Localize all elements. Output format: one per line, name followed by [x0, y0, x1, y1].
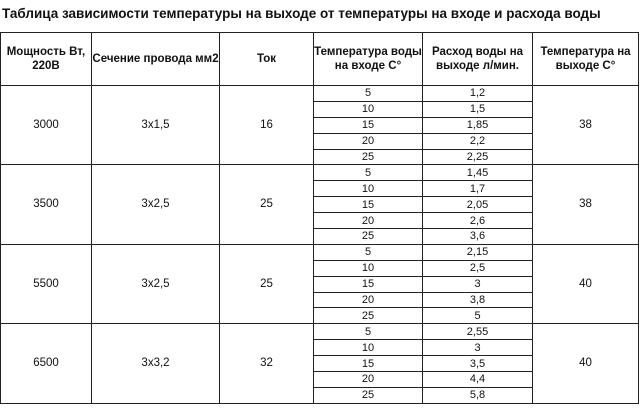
flow-cell: 1,85 [423, 117, 533, 133]
flow-cell: 3 [423, 276, 533, 292]
current-cell: 32 [220, 324, 314, 403]
temp-out-cell: 38 [533, 165, 639, 244]
temp-in-cell: 25 [314, 308, 423, 324]
temp-out-cell: 38 [533, 86, 639, 165]
temp-in-cell: 15 [314, 276, 423, 292]
table-row [1, 165, 639, 181]
temp-in-cell: 25 [314, 387, 423, 403]
flow-cell: 2,05 [423, 197, 533, 213]
flow-cell: 3,8 [423, 292, 533, 308]
temp-in-cell: 5 [314, 324, 423, 340]
flow-cell: 5,8 [423, 387, 533, 403]
temp-in-cell: 25 [314, 229, 423, 245]
flow-cell: 5 [423, 308, 533, 324]
section-cell: 3х2,5 [92, 165, 220, 244]
table-header [1, 33, 639, 86]
flow-cell: 2,2 [423, 133, 533, 149]
header-power: Мощность Вт, 220В [1, 33, 92, 86]
header-temp-in: Температура воды на входе С° [314, 33, 423, 86]
temp-in-cell: 25 [314, 149, 423, 165]
data-table [0, 32, 639, 404]
flow-cell: 2,5 [423, 260, 533, 276]
flow-cell: 1,2 [423, 86, 533, 102]
current-cell: 16 [220, 86, 314, 165]
current-cell: 25 [220, 165, 314, 244]
flow-cell: 2,55 [423, 324, 533, 340]
temp-in-cell: 20 [314, 292, 423, 308]
table-row [1, 86, 639, 102]
power-cell: 5500 [1, 244, 92, 323]
flow-cell: 2,15 [423, 244, 533, 260]
section-cell: 3х3,2 [92, 324, 220, 403]
flow-cell: 1,5 [423, 101, 533, 117]
temp-in-cell: 10 [314, 260, 423, 276]
temp-in-cell: 20 [314, 133, 423, 149]
flow-cell: 1,45 [423, 165, 533, 181]
flow-cell: 2,25 [423, 149, 533, 165]
table-row [1, 324, 639, 340]
section-cell: 3х1,5 [92, 86, 220, 165]
header-flow: Расход воды на выходе л/мин. [423, 33, 533, 86]
header-section: Сечение провода мм2 [92, 33, 220, 86]
temp-in-cell: 5 [314, 86, 423, 102]
temp-out-cell: 40 [533, 324, 639, 403]
power-cell: 6500 [1, 324, 92, 403]
flow-cell: 1,7 [423, 181, 533, 197]
flow-cell: 4,4 [423, 372, 533, 388]
flow-cell: 3,5 [423, 356, 533, 372]
header-temp-out: Температура на выходе С° [533, 33, 639, 86]
temp-in-cell: 20 [314, 372, 423, 388]
table-row [1, 244, 639, 260]
table-body [1, 86, 639, 404]
temp-in-cell: 20 [314, 213, 423, 229]
temp-in-cell: 10 [314, 181, 423, 197]
table-title: Таблица зависимости температуры на выходе от температуры на входе и расхода воды [2, 6, 601, 21]
power-cell: 3500 [1, 165, 92, 244]
temp-in-cell: 15 [314, 356, 423, 372]
temp-in-cell: 5 [314, 244, 423, 260]
power-cell: 3000 [1, 86, 92, 165]
flow-cell: 3 [423, 340, 533, 356]
flow-cell: 2,6 [423, 213, 533, 229]
section-cell: 3х2,5 [92, 244, 220, 323]
temp-out-cell: 40 [533, 244, 639, 323]
temp-in-cell: 5 [314, 165, 423, 181]
temp-in-cell: 10 [314, 101, 423, 117]
temp-in-cell: 10 [314, 340, 423, 356]
flow-cell: 3,6 [423, 229, 533, 245]
temp-in-cell: 15 [314, 197, 423, 213]
temp-in-cell: 15 [314, 117, 423, 133]
header-current: Ток [220, 33, 314, 86]
current-cell: 25 [220, 244, 314, 323]
